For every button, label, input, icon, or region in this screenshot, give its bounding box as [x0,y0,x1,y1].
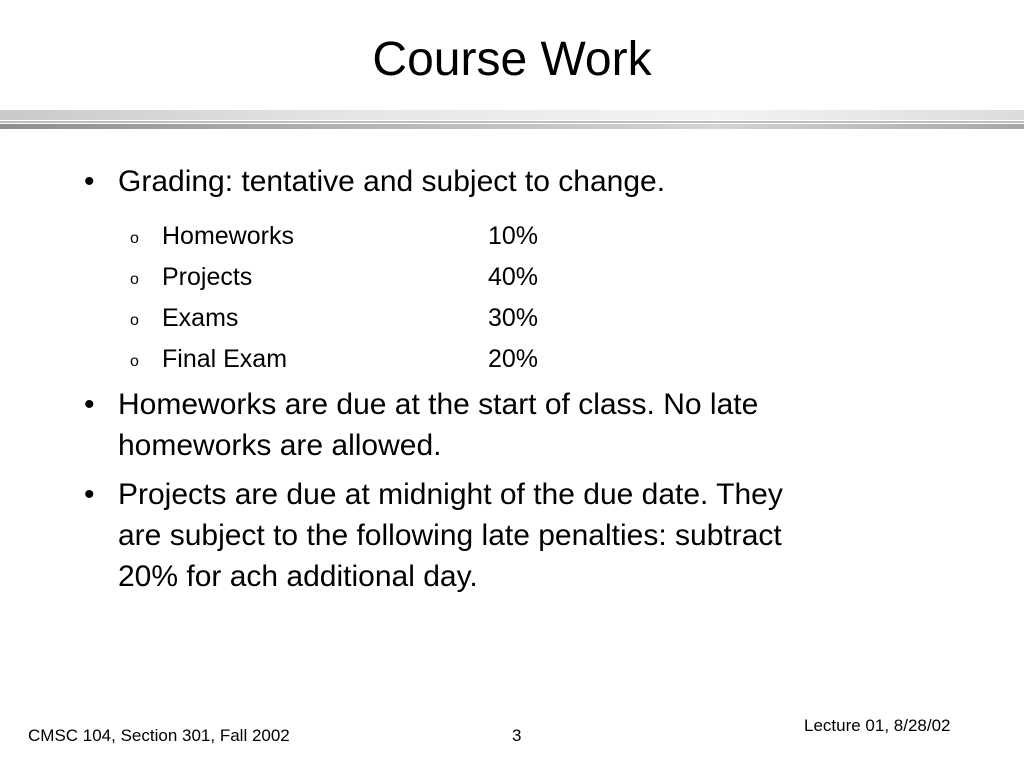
bullet-text-projects-line2: are subject to the following late penalties: subtract [118,519,782,552]
subitem-marker: o [130,271,139,288]
subitem-label-final-exam: Final Exam [162,345,288,373]
bullet-text-projects-line3: 20% for ach additional day. [118,560,478,593]
subitem-label-homeworks: Homeworks [162,222,294,250]
title-divider-middle [0,121,1024,123]
footer-lecture-date: Lecture 01, 8/28/02 [804,716,951,735]
bullet-text-homeworks-line2: homeworks are allowed. [118,429,442,462]
subitem-value-homeworks: 10% [488,222,539,250]
footer-page-number: 3 [512,726,522,745]
bullet-marker: • [84,165,95,198]
title-divider-bottom [0,124,1024,129]
footer-course-info: CMSC 104, Section 301, Fall 2002 [28,726,290,745]
bullet-text-grading: Grading: tentative and subject to change. [118,165,666,198]
subitem-value-exams: 30% [488,304,539,332]
bullet-marker: • [84,478,95,511]
subitem-marker: o [130,312,139,329]
bullet-marker: • [84,388,95,421]
slide-title: Course Work [372,33,652,86]
subitem-value-projects: 40% [488,263,539,291]
subitem-label-projects: Projects [162,263,253,291]
bullet-text-homeworks-line1: Homeworks are due at the start of class. No late [118,388,759,421]
bullet-text-projects-line1: Projects are due at midnight of the due date. They [118,478,783,511]
title-divider-top [0,110,1024,120]
subitem-label-exams: Exams [162,304,239,332]
subitem-value-final-exam: 20% [488,345,539,373]
subitem-marker: o [130,353,139,370]
subitem-marker: o [130,230,139,247]
